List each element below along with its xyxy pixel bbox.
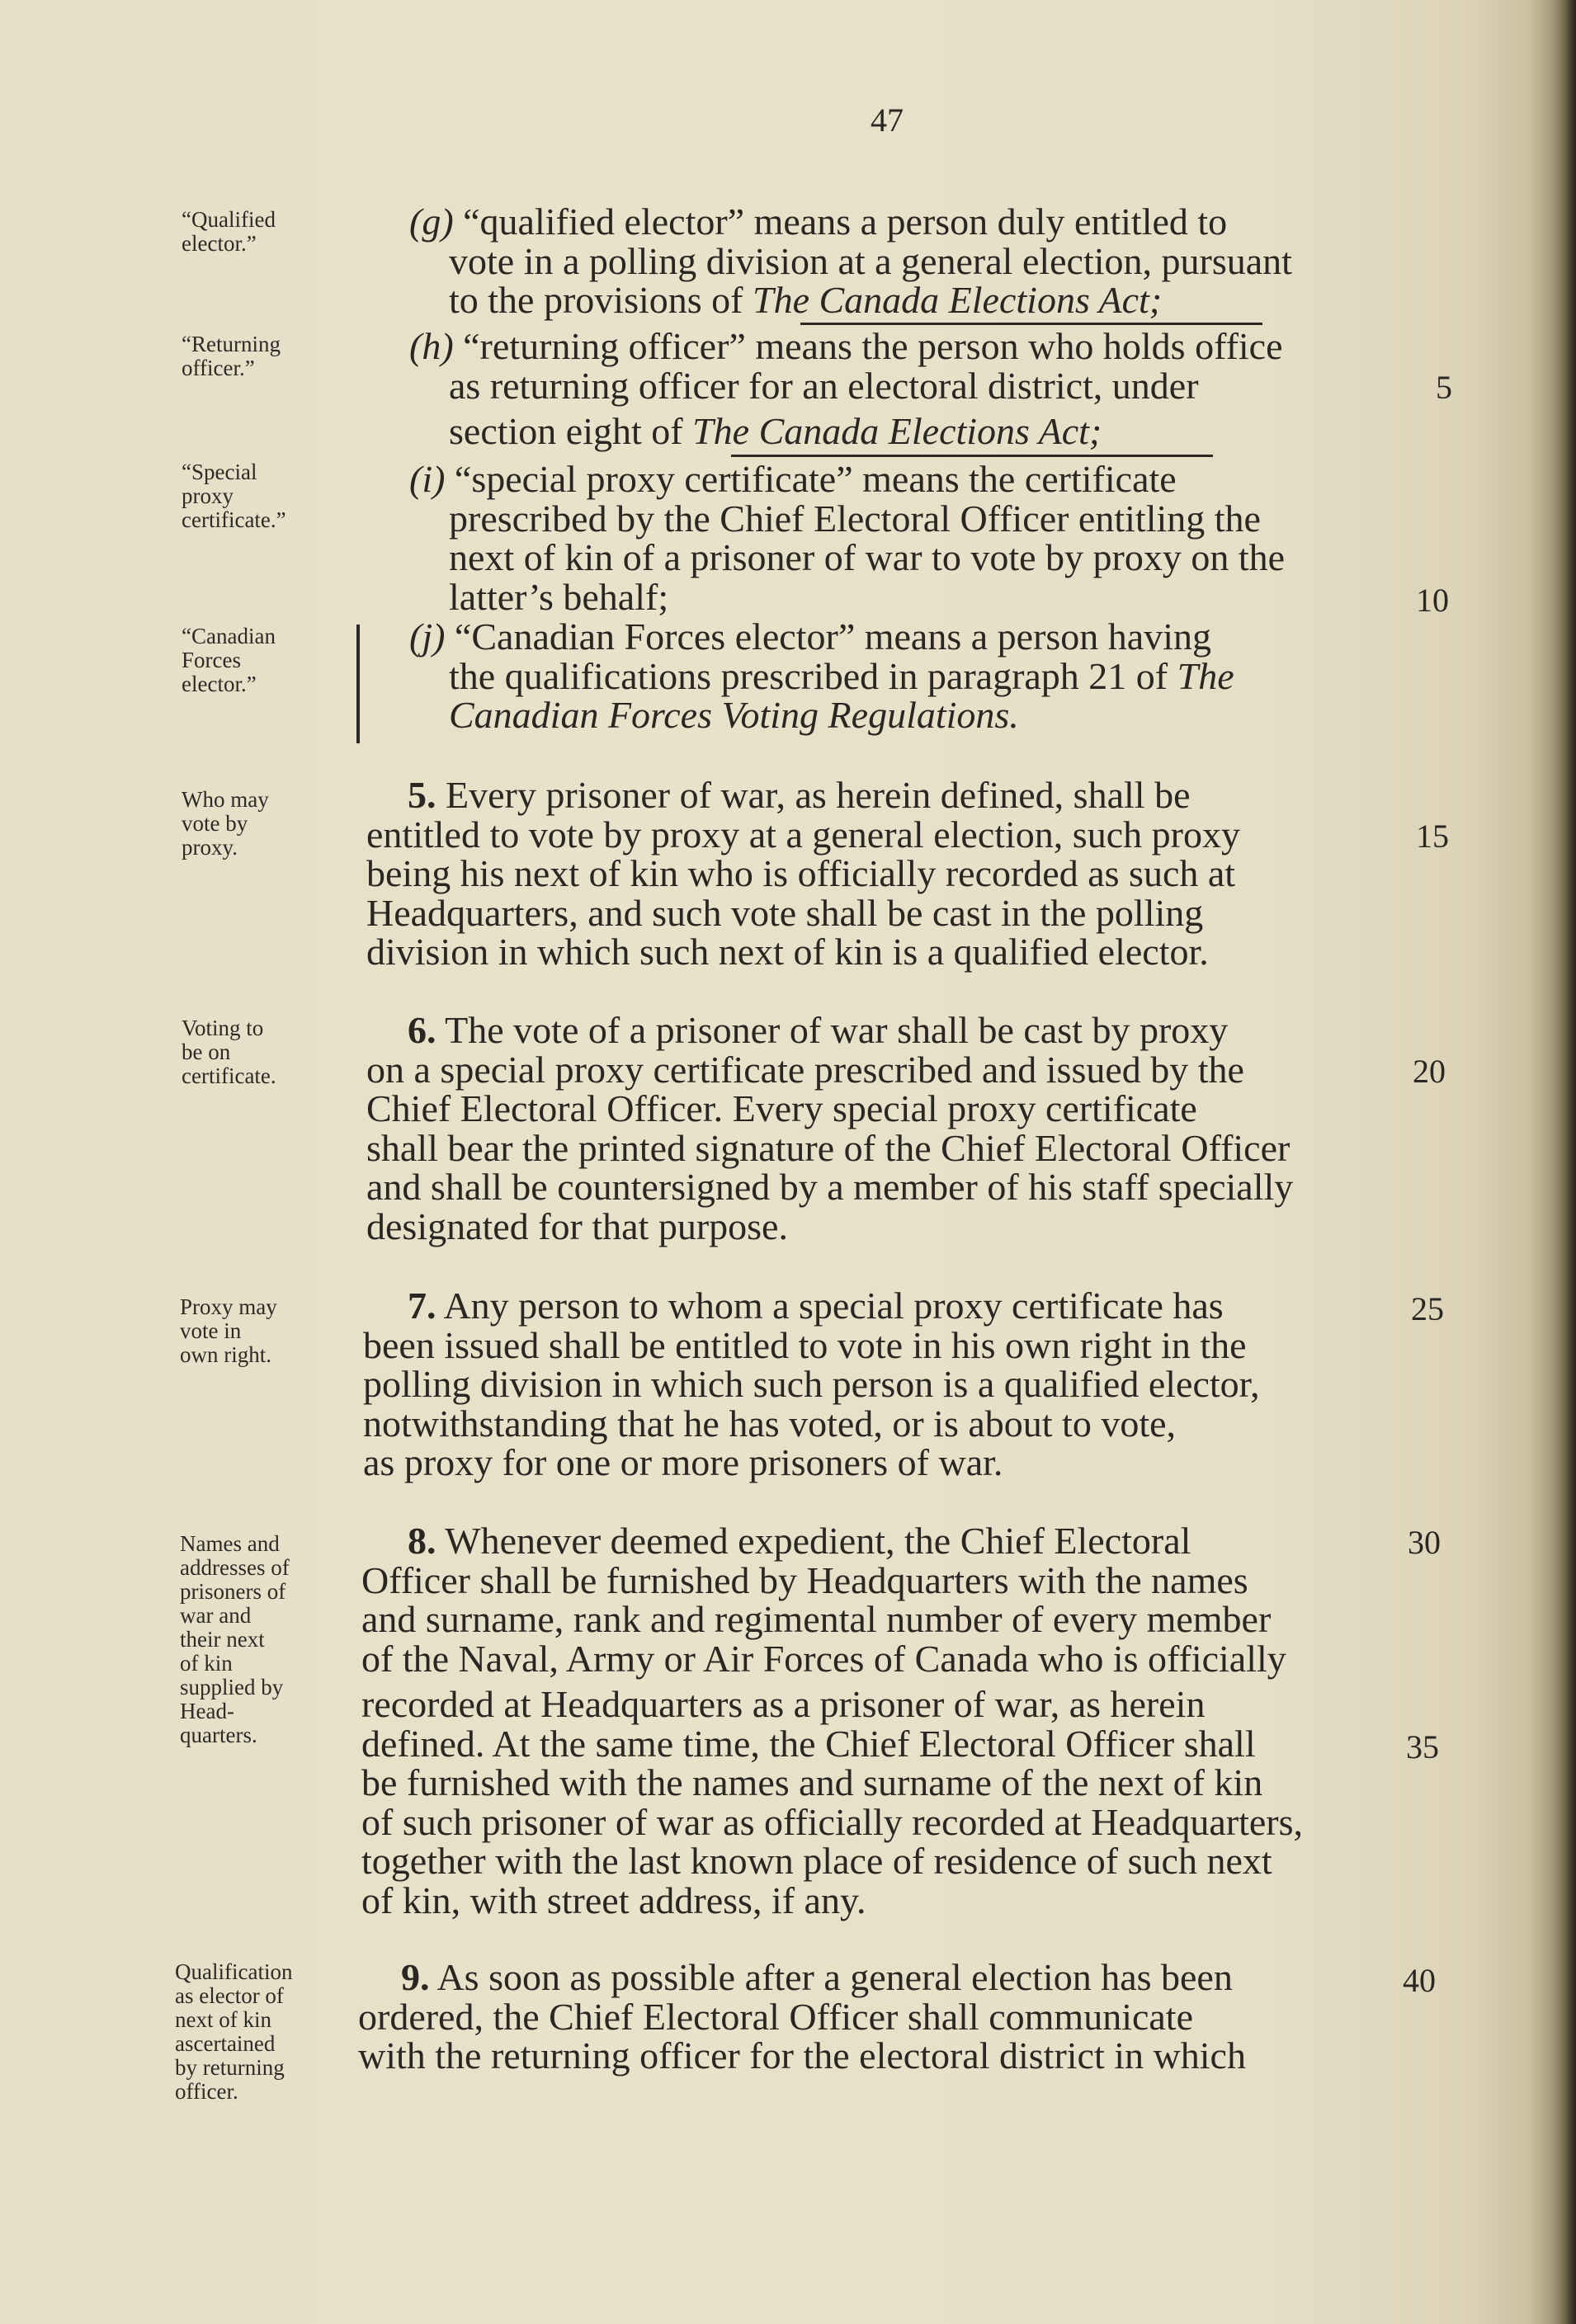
- definition-line: “returning officer” means the person who holds office: [463, 325, 1283, 367]
- definition-i: [409, 460, 1285, 616]
- definition-line: “qualified elector” means a person duly entitled to: [463, 200, 1228, 243]
- section-line: of such prisoner of war as officially recorded at Headquarters,: [361, 1800, 1304, 1843]
- definition-letter: (g): [409, 200, 454, 243]
- section-line: and shall be countersigned by a member of his staff specially: [366, 1166, 1294, 1208]
- section-line: as proxy for one or more prisoners of war.: [363, 1441, 1003, 1483]
- definition-letter: (j): [409, 615, 446, 658]
- section-number: 8.: [408, 1520, 436, 1562]
- section-number: 6.: [408, 1009, 436, 1051]
- margin-note-who-may-vote-by-proxy: Who may vote by proxy.: [182, 787, 269, 860]
- section-line: of kin, with street address, if any.: [361, 1879, 866, 1921]
- definition-letter: (i): [409, 458, 446, 500]
- section-number: 7.: [408, 1285, 436, 1327]
- section-line: division in which such next of kin is a qualified elector.: [366, 931, 1209, 973]
- section-line: of the Naval, Army or Air Forces of Canada who is officially: [361, 1637, 1286, 1680]
- section-line: been issued shall be entitled to vote in his own right in the: [363, 1323, 1247, 1366]
- line-number: 10: [1416, 582, 1449, 619]
- definition-line: “Canadian Forces elector” means a person having: [454, 615, 1212, 658]
- section-line: be furnished with the names and surname of the next of kin: [361, 1761, 1263, 1803]
- definition-line: latter’s behalf;: [449, 575, 669, 618]
- definition-line: as returning officer for an electoral district, under: [449, 364, 1199, 407]
- definition-line: prescribed by the Chief Electoral Officer entitling the: [449, 497, 1261, 540]
- section-line: Every prisoner of war, as herein defined, shall be: [436, 774, 1191, 816]
- margin-note-returning-officer: “Returning officer.”: [182, 332, 281, 380]
- definition-line: the qualifications prescribed in paragraph 21 of: [449, 654, 1177, 697]
- handwritten-underline: [731, 455, 1213, 457]
- section-line: designated for that purpose.: [366, 1204, 788, 1247]
- definition-j: [409, 617, 1234, 735]
- margin-note-canadian-forces-elector: “Canadian Forces elector.”: [182, 624, 276, 696]
- line-number: 35: [1406, 1728, 1439, 1765]
- regulations-title-start: The: [1177, 654, 1234, 697]
- section-line: As soon as possible after a general election has been: [429, 1956, 1233, 1998]
- margin-note-voting-on-certificate: Voting to be on certificate.: [182, 1016, 276, 1088]
- section-5: [366, 775, 1240, 972]
- definition-line: to the provisions of: [449, 279, 753, 321]
- act-title: The Canada Elections Act;: [692, 410, 1102, 452]
- section-line: defined. At the same time, the Chief Electoral Officer shall: [361, 1722, 1256, 1765]
- section-number: 5.: [408, 774, 436, 816]
- section-line: Whenever deemed expedient, the Chief Electoral: [436, 1520, 1191, 1562]
- line-number: 5: [1436, 369, 1452, 406]
- section-number: 9.: [401, 1956, 430, 1998]
- line-number: 20: [1413, 1053, 1446, 1090]
- line-number: 30: [1408, 1524, 1441, 1561]
- margin-note-special-proxy-certificate: “Special proxy certificate.”: [182, 460, 286, 532]
- section-8: [361, 1521, 1303, 1920]
- section-line: entitled to vote by proxy at a general election, such proxy: [366, 813, 1240, 856]
- margin-note-qualified-elector: “Qualified elector.”: [182, 207, 276, 256]
- section-6: [366, 1011, 1293, 1246]
- section-line: Chief Electoral Officer. Every special proxy certificate: [366, 1087, 1197, 1129]
- definition-line: next of kin of a prisoner of war to vote by proxy on the: [449, 536, 1286, 578]
- definition-letter: (h): [409, 325, 454, 367]
- page-gutter-shadow: [1551, 0, 1576, 2324]
- act-title: The Canada Elections Act;: [752, 279, 1163, 321]
- definition-line: section eight of: [449, 410, 693, 452]
- sidebar-rule: [356, 625, 360, 743]
- section-line: together with the last known place of residence of such next: [361, 1840, 1272, 1882]
- section-line: Headquarters, and such vote shall be cast in the polling: [366, 891, 1204, 934]
- regulations-title: Canadian Forces Voting Regulations.: [449, 694, 1019, 736]
- line-number: 25: [1411, 1290, 1444, 1327]
- section-line: ordered, the Chief Electoral Officer shall communicate: [358, 1995, 1193, 2038]
- definition-line: vote in a polling division at a general election, pursuant: [449, 239, 1292, 282]
- section-line: with the returning officer for the electoral district in which: [358, 2034, 1246, 2077]
- definition-h: [409, 327, 1283, 451]
- page-number: 47: [871, 101, 904, 139]
- section-line: Officer shall be furnished by Headquarters with the names: [361, 1558, 1248, 1601]
- handwritten-underline: [800, 323, 1262, 325]
- definition-line: “special proxy certificate” means the certificate: [454, 458, 1177, 500]
- margin-note-proxy-vote-own-right: Proxy may vote in own right.: [180, 1294, 277, 1367]
- section-line: on a special proxy certificate prescribed and issued by the: [366, 1048, 1244, 1091]
- section-line: notwithstanding that he has voted, or is about to vote,: [363, 1402, 1177, 1445]
- margin-note-names-addresses: Names and addresses of prisoners of war and their next of kin supplied by Head- quarters.: [180, 1531, 290, 1747]
- section-9: [358, 1958, 1246, 2076]
- section-line: and surname, rank and regimental number of every member: [361, 1598, 1272, 1640]
- section-line: being his next of kin who is officially recorded as such at: [366, 852, 1236, 894]
- section-line: The vote of a prisoner of war shall be cast by proxy: [436, 1009, 1229, 1051]
- line-number: 40: [1403, 1962, 1436, 1999]
- section-line: shall bear the printed signature of the Chief Electoral Officer: [366, 1126, 1291, 1169]
- section-7: [363, 1286, 1260, 1483]
- definition-g: [409, 202, 1292, 320]
- margin-note-qualification-next-of-kin: Qualification as elector of next of kin ascertained by returning officer.: [175, 1959, 293, 2104]
- section-line: Any person to whom a special proxy certificate has: [436, 1285, 1224, 1327]
- section-line: recorded at Headquarters as a prisoner of war, as herein: [361, 1683, 1206, 1725]
- line-number: 15: [1416, 818, 1449, 855]
- section-line: polling division in which such person is a qualified elector,: [363, 1363, 1260, 1405]
